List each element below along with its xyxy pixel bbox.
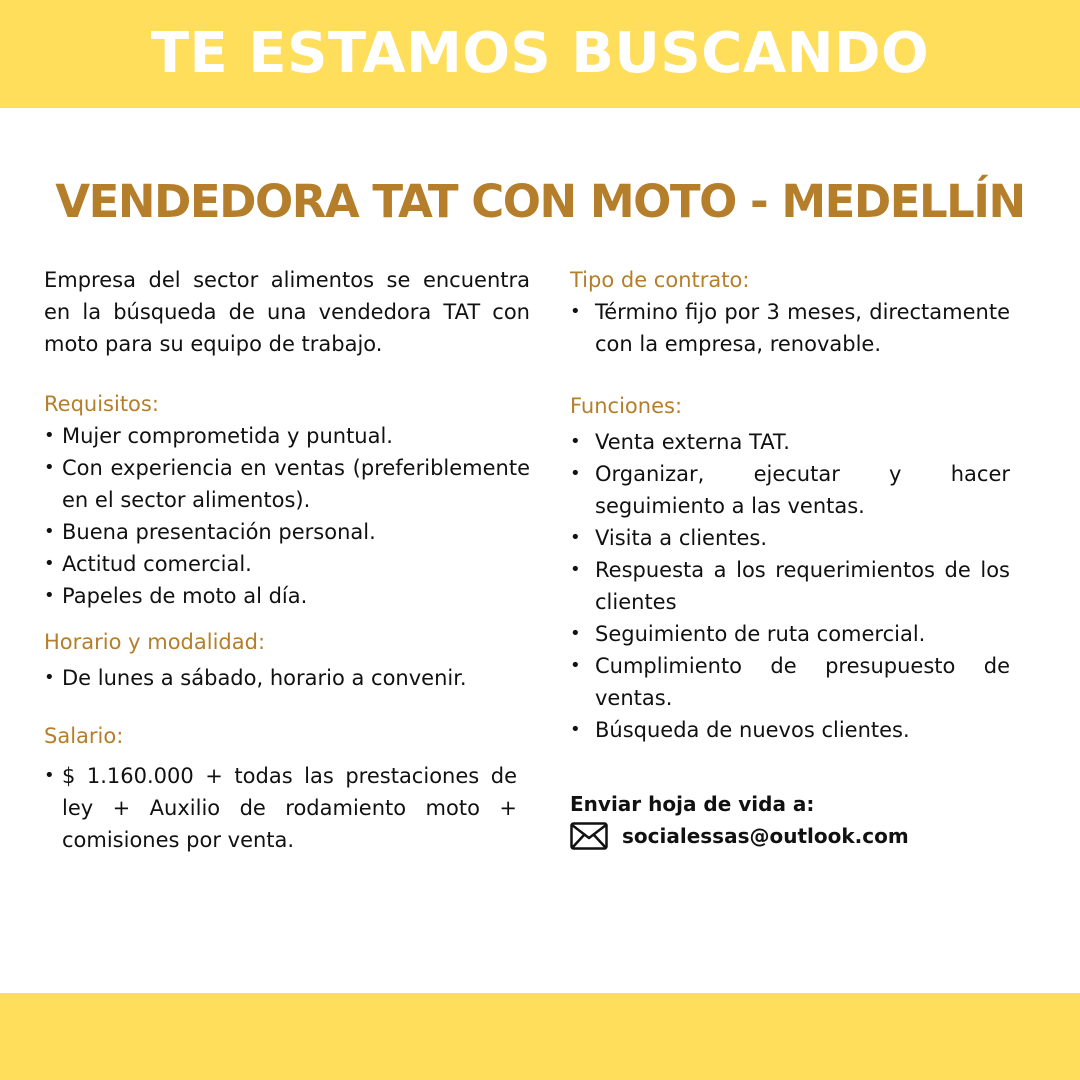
intro-text: Empresa del sector alimentos se encuentra en la búsqueda de una vendedora TAT con moto para su equipo de trabajo.	[44, 268, 530, 356]
salary-heading: Salario:	[44, 724, 124, 748]
salary-list	[44, 760, 517, 856]
banner-title: TE ESTAMOS BUSCANDO	[150, 21, 930, 86]
bottom-band	[0, 993, 1080, 1080]
list-item: • Término fijo por 3 meses, directamente con la empresa, renovable.	[570, 296, 1010, 360]
cv-label: Enviar hoja de vida a:	[570, 792, 815, 816]
mail-icon	[570, 822, 608, 850]
functions-heading: Funciones:	[570, 394, 683, 418]
list-item: • Mujer comprometida y puntual.	[44, 420, 530, 452]
list-item: • Respuesta a los requerimientos de los clientes	[570, 554, 1010, 618]
schedule-list	[44, 662, 530, 694]
list-item: • Con experiencia en ventas (preferiblemente en el sector alimentos).	[44, 452, 530, 516]
requirements-list	[44, 420, 530, 612]
list-item: • $ 1.160.000 + todas las prestaciones de ley + Auxilio de rodamiento moto + comisiones por venta.	[44, 760, 517, 856]
contract-heading: Tipo de contrato:	[570, 268, 750, 292]
left-column	[44, 264, 530, 856]
list-item: • Venta externa TAT.	[570, 426, 1010, 458]
schedule-heading: Horario y modalidad:	[44, 630, 266, 654]
list-item: • Organizar, ejecutar y hacer seguimiento a las ventas.	[570, 458, 1010, 522]
contract-list	[570, 296, 1010, 360]
list-item: • De lunes a sábado, horario a convenir.	[44, 662, 530, 694]
list-item: • Cumplimiento de presupuesto de ventas.	[570, 650, 1010, 714]
top-banner	[0, 0, 1080, 108]
list-item: • Papeles de moto al día.	[44, 580, 530, 612]
list-item: • Buena presentación personal.	[44, 516, 530, 548]
requirements-heading: Requisitos:	[44, 392, 159, 416]
email-address[interactable]: socialessas@outlook.com	[622, 824, 909, 848]
job-title: VENDEDORA TAT CON MOTO - MEDELLÍN	[55, 175, 1025, 228]
list-item: • Seguimiento de ruta comercial.	[570, 618, 1010, 650]
functions-list	[570, 426, 1010, 746]
right-column	[570, 264, 1010, 852]
list-item: • Visita a clientes.	[570, 522, 1010, 554]
email-row	[570, 820, 1010, 852]
list-item: • Actitud comercial.	[44, 548, 530, 580]
list-item: • Búsqueda de nuevos clientes.	[570, 714, 1010, 746]
